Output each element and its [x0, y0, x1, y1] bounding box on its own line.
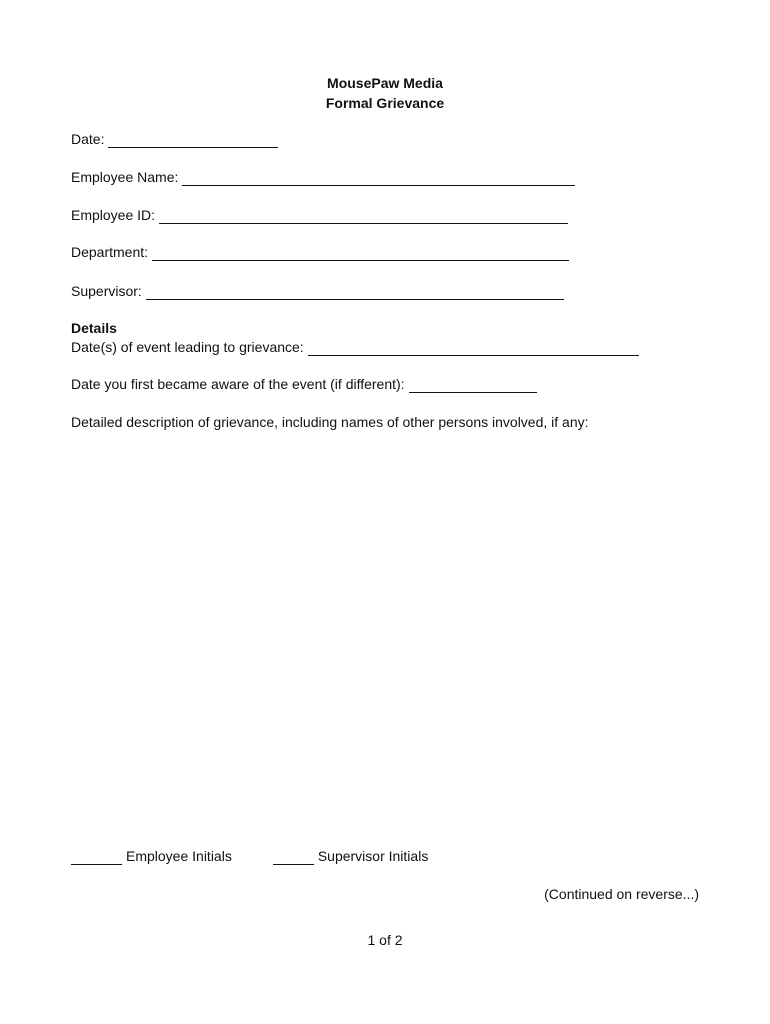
description-label: Detailed description of grievance, including names of other persons involved, if any: — [71, 414, 589, 430]
details-heading: Details — [71, 320, 117, 336]
department-label: Department: — [71, 244, 149, 260]
date-field-row — [71, 130, 278, 148]
date-blank-line[interactable] — [108, 133, 278, 148]
employee-name-field-row — [71, 168, 575, 186]
supervisor-field-row — [71, 282, 564, 300]
first-aware-blank-line[interactable] — [409, 378, 537, 393]
supervisor-initials-label: Supervisor Initials — [317, 848, 429, 864]
employee-initials-label: Employee Initials — [126, 848, 232, 864]
first-aware-label: Date you first became aware of the event (if different): — [71, 376, 405, 392]
continued-note: (Continued on reverse...) — [544, 886, 699, 902]
event-dates-blank-line[interactable] — [308, 341, 639, 356]
first-aware-field-row — [71, 375, 537, 393]
event-dates-field-row — [71, 338, 639, 356]
employee-name-label: Employee Name: — [71, 169, 179, 185]
employee-name-blank-line[interactable] — [182, 171, 575, 186]
employee-initials-blank-line[interactable] — [71, 850, 122, 865]
date-label: Date: — [71, 131, 105, 147]
company-name: MousePaw Media — [327, 75, 443, 91]
supervisor-initials-blank-line[interactable] — [273, 850, 314, 865]
employee-id-label: Employee ID: — [71, 207, 156, 223]
supervisor-blank-line[interactable] — [146, 285, 564, 300]
event-dates-label: Date(s) of event leading to grievance: — [71, 339, 304, 355]
supervisor-label: Supervisor: — [71, 283, 142, 299]
department-field-row — [71, 243, 569, 261]
page-number: 1 of 2 — [367, 932, 403, 948]
department-blank-line[interactable] — [152, 246, 569, 261]
employee-id-field-row — [71, 206, 568, 224]
employee-id-blank-line[interactable] — [159, 209, 568, 224]
form-title: Formal Grievance — [325, 95, 445, 111]
initials-row — [71, 847, 428, 865]
